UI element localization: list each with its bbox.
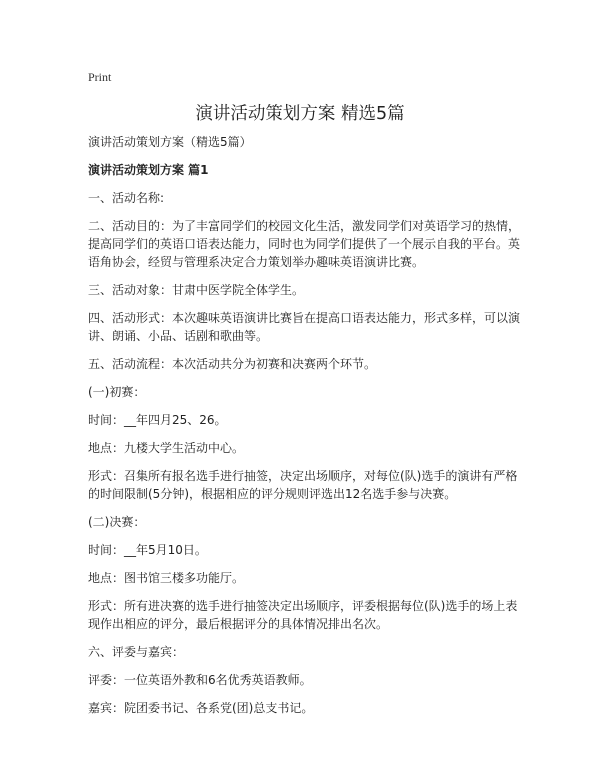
- text-line: 演讲活动策划方案 篇1: [88, 163, 209, 177]
- paragraph: [88, 133, 528, 151]
- text-line: 语角协会，经贸与管理系决定合力策划举办趣味英语演讲比赛。: [88, 255, 425, 269]
- page-title: 演讲活动策划方案 精选5篇: [195, 104, 405, 124]
- paragraph: [88, 439, 528, 457]
- text-line: 六、评委与嘉宾：: [88, 645, 185, 659]
- text-line: 嘉宾：院团委书记、各系党(团)总支书记。: [88, 701, 314, 715]
- paragraph: [88, 355, 528, 373]
- paragraph: [88, 671, 528, 689]
- paragraph: [88, 217, 528, 271]
- text-line: 五、活动流程：本次活动共分为初赛和决赛两个环节。: [88, 357, 377, 371]
- paragraph: [88, 309, 528, 345]
- paragraph: [88, 699, 528, 717]
- text-line: 二、活动目的：为了丰富同学们的校园文化生活，激发同学们对英语学习的热情，: [88, 219, 521, 233]
- print-link[interactable]: Print: [88, 70, 112, 84]
- text-line: 演讲活动策划方案（精选5篇）: [88, 135, 252, 149]
- paragraph: [88, 383, 528, 401]
- text-line: 地点：九楼大学生活动中心。: [88, 441, 245, 455]
- paragraph: [88, 541, 528, 559]
- paragraph: [88, 189, 528, 207]
- text-line: 讲、朗诵、小品、话剧和歌曲等。: [88, 329, 269, 343]
- paragraph: [88, 281, 528, 299]
- text-line: 现作出相应的评分，最后根据评分的具体情况排出名次。: [88, 617, 389, 631]
- text-line: 时间：__年四月25、26。: [88, 413, 227, 427]
- text-line: 形式：召集所有报名选手进行抽签，决定出场顺序，对每位(队)选手的演讲有严格: [88, 469, 518, 483]
- text-line: 评委：一位英语外教和6名优秀英语教师。: [88, 673, 312, 687]
- text-line: 三、活动对象：甘肃中医学院全体学生。: [88, 283, 305, 297]
- paragraph: [88, 643, 528, 661]
- text-line: 的时间限制(5分钟)，根据相应的评分规则评选出12名选手参与决赛。: [88, 487, 457, 501]
- document-body: [88, 133, 528, 727]
- text-line: 四、活动形式：本次趣味英语演讲比赛旨在提高口语表达能力，形式多样，可以演: [88, 311, 521, 325]
- text-line: 一、活动名称:: [88, 191, 165, 205]
- text-line: 时间：__年5月10日。: [88, 543, 207, 557]
- paragraph: [88, 597, 528, 633]
- text-line: (一)初赛：: [88, 385, 146, 399]
- text-line: 地点：图书馆三楼多功能厅。: [88, 571, 245, 585]
- paragraph: [88, 513, 528, 531]
- paragraph: [88, 411, 528, 429]
- section-heading: [88, 161, 528, 179]
- text-line: 提高同学们的英语口语表达能力，同时也为同学们提供了一个展示自我的平台。英: [88, 237, 521, 251]
- paragraph: [88, 569, 528, 587]
- text-line: 形式：所有进决赛的选手进行抽签决定出场顺序，评委根据每位(队)选手的场上表: [88, 599, 518, 613]
- text-line: (二)决赛：: [88, 515, 146, 529]
- paragraph: [88, 467, 528, 503]
